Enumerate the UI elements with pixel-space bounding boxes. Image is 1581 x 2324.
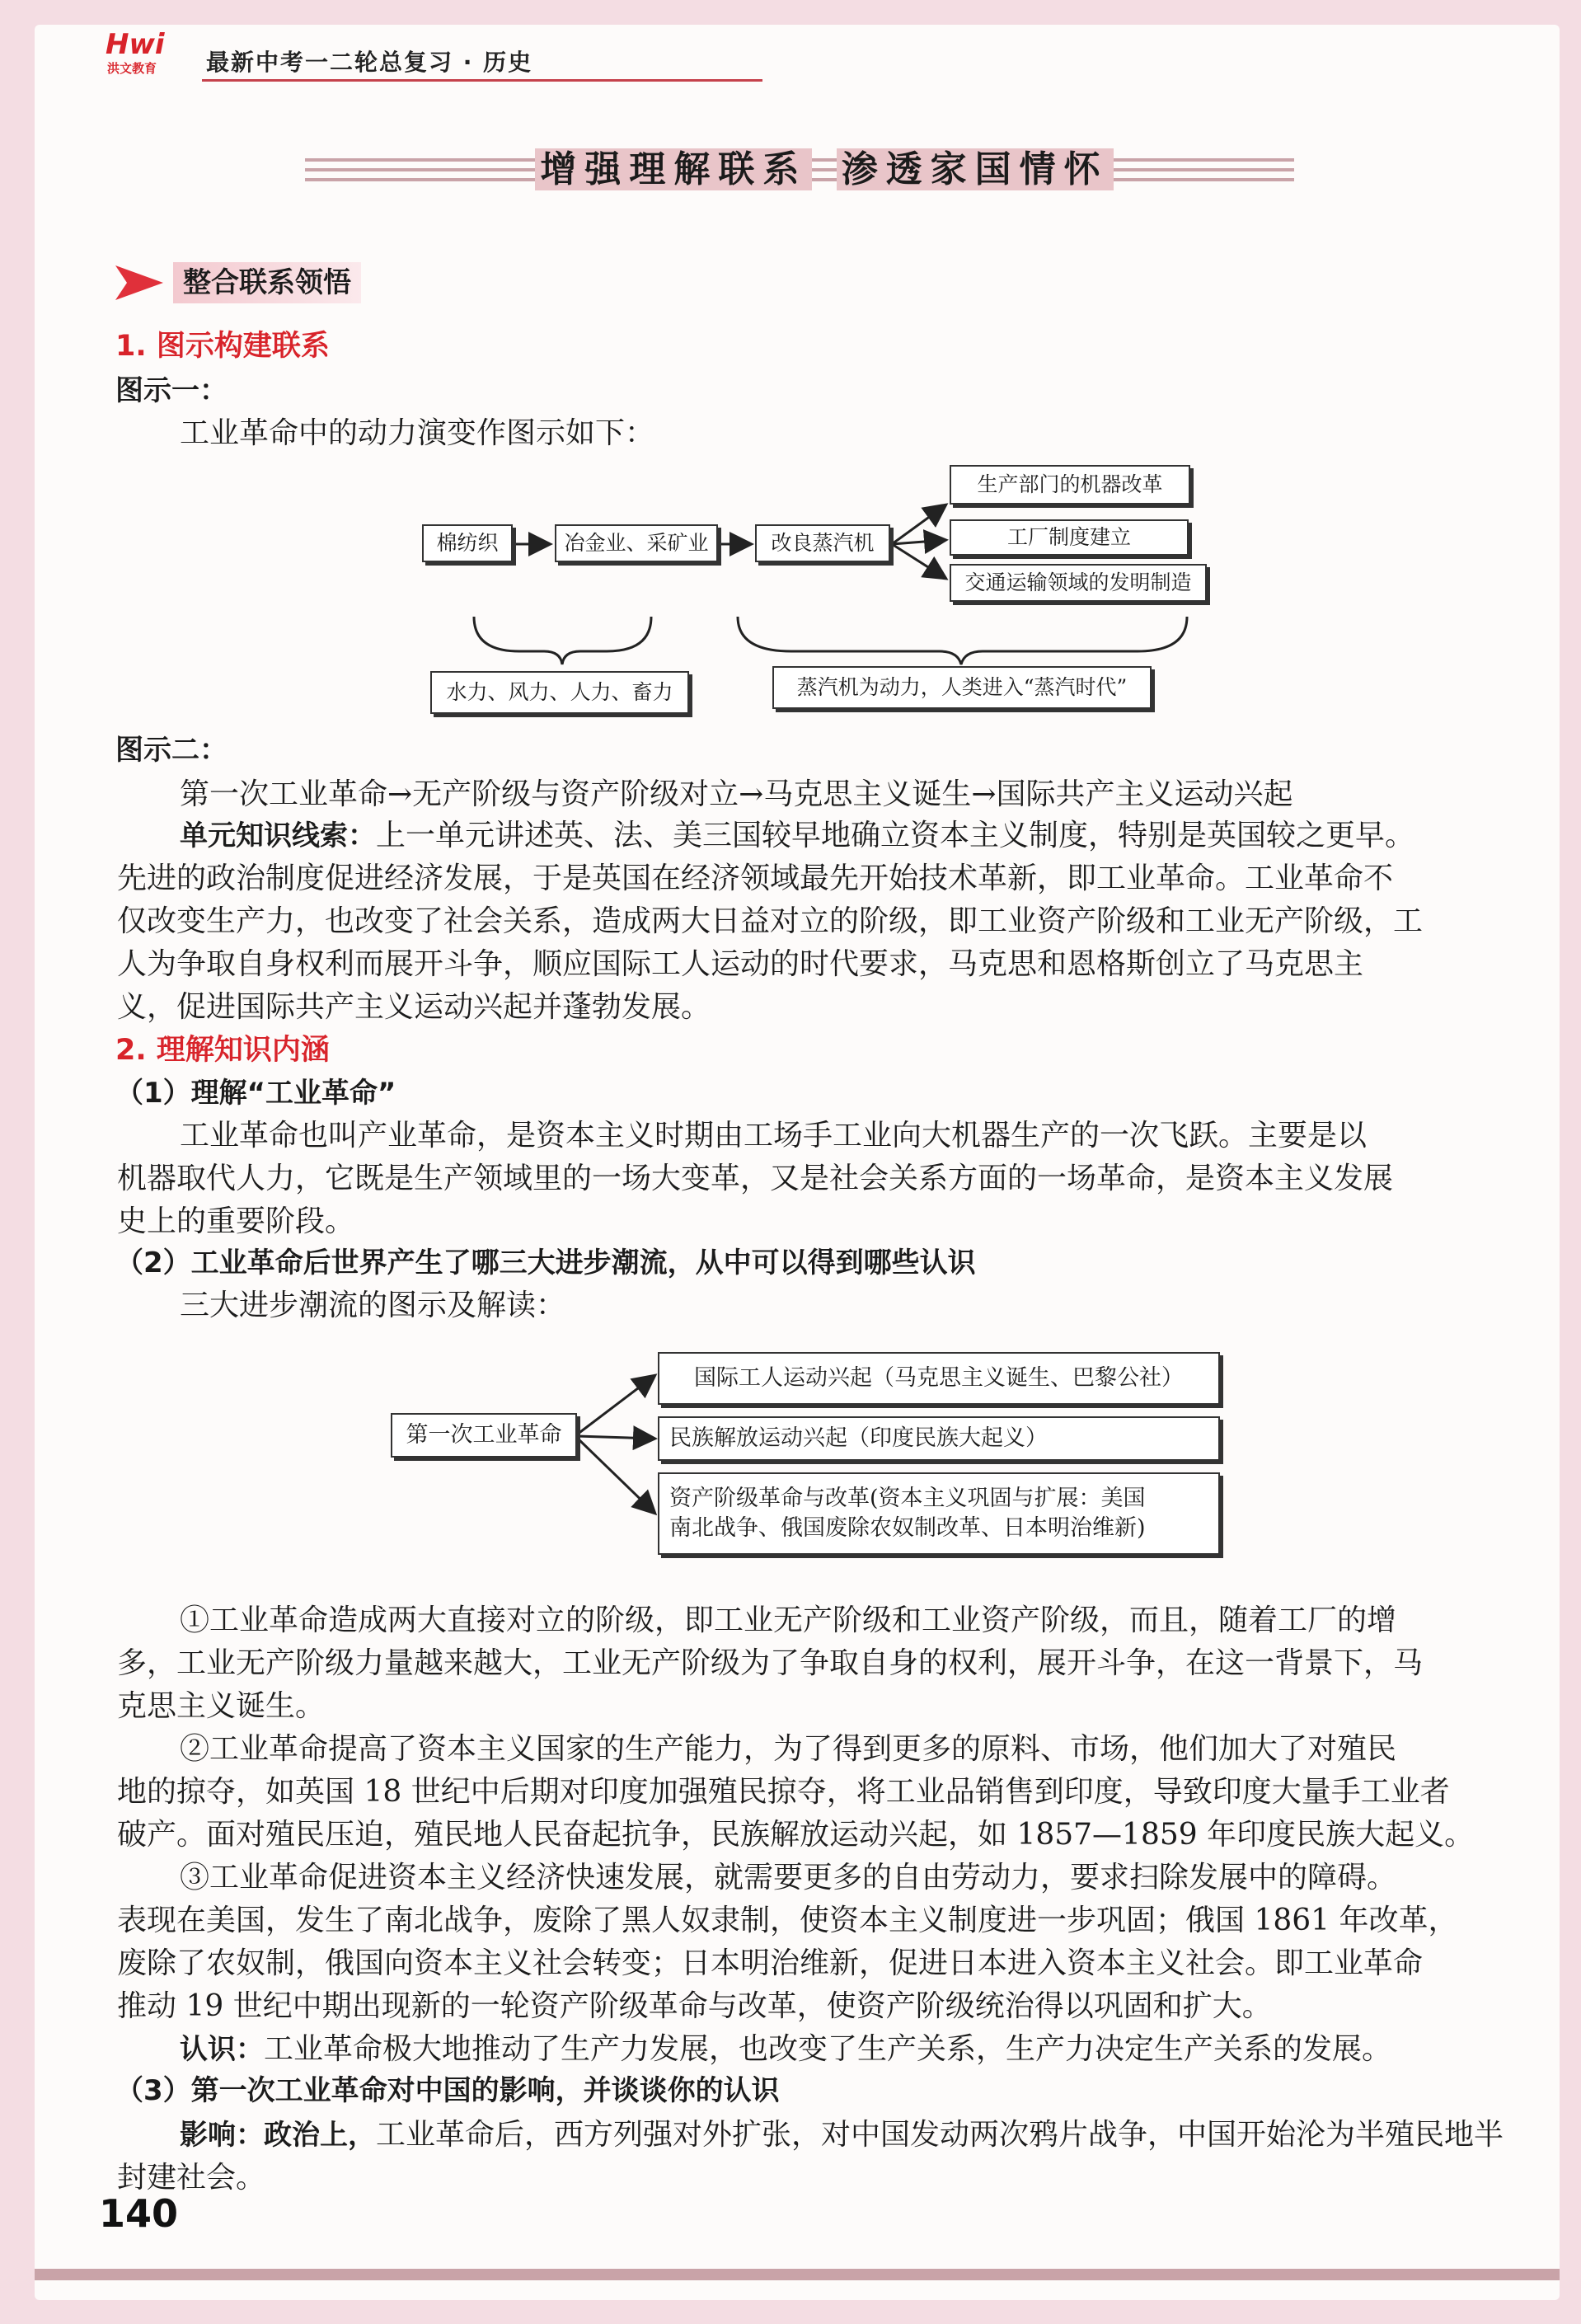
box-steam-age: 蒸汽机为动力，人类进入“蒸汽时代” xyxy=(772,666,1152,709)
arrow-icon xyxy=(115,265,163,300)
page-number: 140 xyxy=(99,2191,179,2236)
box-metallurgy: 冶金业、采矿业 xyxy=(555,524,718,562)
p3-line-4: 推动 19 世纪中期出现新的一轮资产阶级革命与改革，使资产阶级统治得以巩固和扩大。 xyxy=(117,1989,1272,2023)
box-national-liberation: 民族解放运动兴起（印度民族大起义） xyxy=(658,1416,1220,1461)
clue-line-2: 先进的政治制度促进经济发展，于是英国在经济领域最先开始技术革新，即工业革命。工业革命不 xyxy=(117,862,1394,895)
section-title: 整合联系领悟 xyxy=(173,262,361,303)
question-3: （3）第一次工业革命对中国的影响，并谈谈你的认识 xyxy=(115,2074,780,2107)
box-workers-movement: 国际工人运动兴起（马克思主义诞生、巴黎公社） xyxy=(658,1352,1220,1405)
series-title: 最新中考一二轮总复习 · 历史 xyxy=(206,49,533,76)
box-first-industrial-revolution: 第一次工业革命 xyxy=(391,1413,577,1458)
q1-line-2: 机器取代人力，它既是生产领域里的一场大变革，又是社会关系方面的一场革命，是资本主义发展 xyxy=(117,1162,1394,1195)
p1-line-2: 多，工业无产阶级力量越来越大，工业无产阶级为了争取自身的权利，展开斗争，在这一背景下，马 xyxy=(117,1646,1424,1680)
banner-part-1: 增强理解联系 xyxy=(535,148,812,190)
page-header xyxy=(99,28,758,82)
p1-line-1: ①工业革命造成两大直接对立的阶级，即工业无产阶级和工业资产阶级，而且，随着工厂的增 xyxy=(180,1603,1397,1637)
banner-part-2: 渗透家国情怀 xyxy=(837,148,1114,190)
clue-line-1 xyxy=(180,815,1414,857)
q1-line-3: 史上的重要阶段。 xyxy=(117,1204,355,1238)
p3-line-3: 废除了农奴制，俄国向资本主义社会转变；日本明治维新，促进日本进入资本主义社会。即工业革命 xyxy=(117,1946,1424,1980)
impact-text-1: 工业革命后，西方列强对外扩张，对中国发动两次鸦片战争，中国开始沦为半殖民地半 xyxy=(376,2118,1504,2152)
header-underline xyxy=(202,79,762,82)
p1-line-3: 克思主义诞生。 xyxy=(117,1689,326,1723)
bourgeois-line-2: 南北战争、俄国废除农奴制改革、日本明治维新) xyxy=(669,1515,1146,1541)
heading-1: 1. 图示构建联系 xyxy=(115,330,330,363)
banner-title xyxy=(412,147,1236,193)
figure-1-intro: 工业革命中的动力演变作图示如下： xyxy=(180,416,655,450)
p2-line-2: 地的掠夺，如英国 18 世纪中后期对印度加强殖民掠夺，将工业品销售到印度，导致印度大量手工业者 xyxy=(117,1775,1450,1809)
box-old-power: 水力、风力、人力、畜力 xyxy=(430,671,689,714)
footer-bar xyxy=(35,2269,1560,2280)
box-steam-engine: 改良蒸汽机 xyxy=(755,524,890,562)
logo-subtitle: 洪文教育 xyxy=(107,61,157,76)
impact-line-2: 封建社会。 xyxy=(117,2161,266,2195)
clue-line-3: 仅改变生产力，也改变了社会关系，造成两大日益对立的阶级，即工业资产阶级和工业无产阶级，工 xyxy=(117,904,1424,938)
figure-2-label: 图示二： xyxy=(115,734,228,767)
p3-line-2: 表现在美国，发生了南北战争，废除了黑人奴隶制，使资本主义制度进一步巩固；俄国 1861 年改革， xyxy=(117,1904,1458,1937)
q1-line-1: 工业革命也叫产业革命，是资本主义时期由工场手工业向大机器生产的一次飞跃。主要是以 xyxy=(180,1119,1368,1153)
heading-2: 2. 理解知识内涵 xyxy=(115,1034,330,1067)
question-1: （1）理解“工业革命” xyxy=(115,1077,396,1110)
question-2: （2）工业革命后世界产生了哪三大进步潮流，从中可以得到哪些认识 xyxy=(115,1247,976,1279)
p2-line-1: ②工业革命提高了资本主义国家的生产能力，为了得到更多的原料、市场，他们加大了对殖民 xyxy=(180,1732,1397,1766)
clue-line-5: 义，促进国际共产主义运动兴起并蓬勃发展。 xyxy=(117,990,711,1024)
recognition-line xyxy=(180,2028,1391,2071)
clue-label: 单元知识线索： xyxy=(180,819,376,852)
figure-1-label: 图示一： xyxy=(115,374,228,407)
p3-line-1: ③工业革命促进资本主义经济快速发展，就需要更多的自由劳动力，要求扫除发展中的障碍。 xyxy=(180,1861,1397,1894)
recognition-label: 认识： xyxy=(180,2033,264,2066)
logo-text: Hwi xyxy=(106,28,165,61)
p2-line-3: 破产。面对殖民压迫，殖民地人民奋起抗争，民族解放运动兴起，如 1857—1859 年印度民族大起义。 xyxy=(117,1818,1475,1852)
clue-text-1: 上一单元讲述英、法、美三国较早地确立资本主义制度，特别是英国较之更早。 xyxy=(376,819,1415,852)
box-bourgeois-revolution xyxy=(658,1472,1220,1555)
publisher-logo xyxy=(99,28,181,82)
box-factory-system: 工厂制度建立 xyxy=(950,519,1189,556)
box-cotton: 棉纺织 xyxy=(422,524,513,562)
figure-2-chain: 第一次工业革命→无产阶级与资产阶级对立→马克思主义诞生→国际共产主义运动兴起 xyxy=(180,777,1293,811)
q2-intro: 三大进步潮流的图示及解读： xyxy=(180,1289,566,1322)
box-machine-reform: 生产部门的机器改革 xyxy=(950,465,1190,505)
impact-label: 影响：政治上， xyxy=(180,2119,376,2152)
box-transport-inventions: 交通运输领域的发明制造 xyxy=(950,564,1207,602)
impact-line-1 xyxy=(180,2114,1504,2157)
clue-line-4: 人为争取自身权利而展开斗争，顺应国际工人运动的时代要求，马克思和恩格斯创立了马克思主 xyxy=(117,947,1364,981)
recognition-text: 工业革命极大地推动了生产力发展，也改变了生产关系，生产力决定生产关系的发展。 xyxy=(264,2032,1392,2066)
bourgeois-line-1: 资产阶级革命与改革(资本主义巩固与扩展：美国 xyxy=(669,1485,1146,1511)
section-heading xyxy=(115,262,387,303)
